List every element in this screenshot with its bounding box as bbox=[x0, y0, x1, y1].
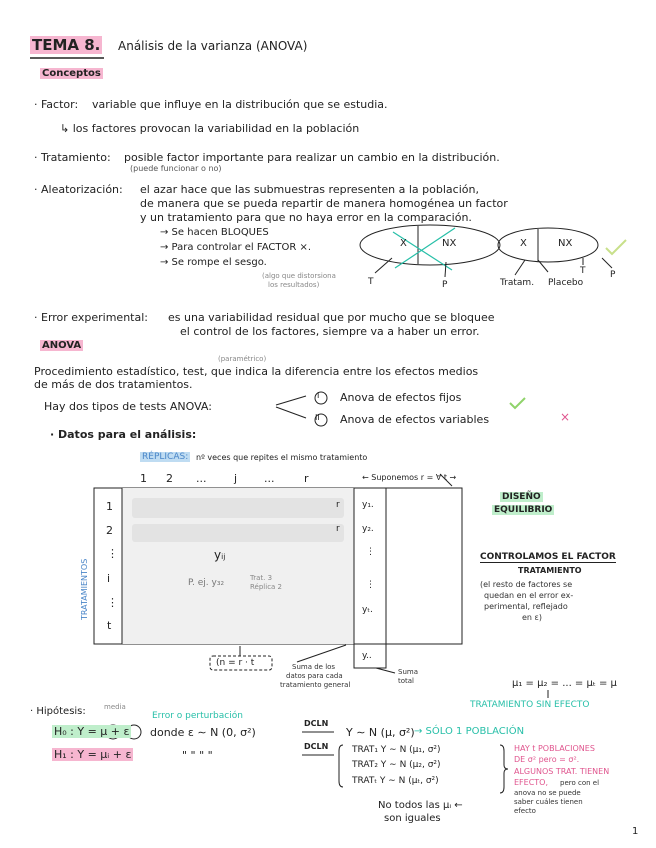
trat-2: TRAT₂ Y ∼ N (μ₂, σ²) bbox=[352, 760, 441, 770]
datos-heading: · Datos para el análisis: bbox=[50, 428, 197, 441]
anova-tipos: Hay dos tipos de tests ANOVA: bbox=[44, 400, 212, 413]
hipotesis-label: · Hipótesis: bbox=[30, 706, 86, 717]
suma-1: Suma de los bbox=[292, 663, 336, 671]
y-normal: Y ∼ N (μ, σ²) bbox=[346, 726, 415, 739]
controlamos-1: CONTROLAMOS EL FACTOR bbox=[480, 552, 616, 562]
tratamientos-side-label: TRATAMIENTOS bbox=[80, 558, 89, 620]
h1-comillas: " " " " bbox=[182, 749, 213, 762]
row1-r: r bbox=[336, 500, 340, 510]
suma-3: tratamiento general bbox=[280, 681, 351, 689]
col-2: 2 bbox=[166, 472, 173, 485]
error-line-1: es una variabilidad residual que por mucho que se bloquee bbox=[168, 311, 495, 324]
diagram-placebo: Placebo bbox=[548, 278, 584, 288]
hay-6: saber cuáles tienen bbox=[514, 798, 583, 806]
y-total: y.. bbox=[362, 651, 372, 661]
controlamos-2: TRATAMIENTO bbox=[518, 566, 582, 575]
suma-2: datos para cada bbox=[286, 672, 343, 680]
replicas-label: RÉPLICAS: bbox=[142, 452, 189, 462]
aleatorizacion-term: · Aleatorización: bbox=[34, 183, 123, 196]
control-note-1: (el resto de factores se bbox=[480, 580, 573, 589]
tratamiento-definition: posible factor importante para realizar un cambio en la distribución. bbox=[124, 151, 500, 164]
conceptos-heading: Conceptos bbox=[42, 68, 101, 79]
dcln-1: DCLN bbox=[304, 719, 329, 728]
control-note-3: perimental, reflejado bbox=[484, 602, 568, 611]
diseno-2: EQUILIBRIO bbox=[494, 505, 553, 515]
factor-term: · Factor: bbox=[34, 98, 79, 111]
y2-sum: y₂. bbox=[362, 524, 374, 534]
bullet-sesgo: → Se rompe el sesgo. bbox=[160, 257, 267, 268]
page-number: 1 bbox=[632, 826, 639, 837]
tratamiento-sub: (puede funcionar o no) bbox=[130, 164, 222, 173]
diagram-p2: P bbox=[610, 270, 616, 280]
trat-1: TRAT₁ Y ∼ N (μ₁, σ²) bbox=[352, 745, 441, 755]
no-todos-2: son iguales bbox=[384, 813, 441, 824]
tratamiento-term: · Tratamiento: bbox=[34, 151, 111, 164]
diagram-nx-1: NX bbox=[442, 238, 457, 249]
col-1: 1 bbox=[140, 472, 147, 485]
anova-proc-1: Procedimiento estadístico, test, que indica la diferencia entre los efectos medios bbox=[34, 365, 479, 378]
error-line-2: el control de los factores, siempre va a haber un error. bbox=[180, 325, 480, 338]
suma-total-1: Suma bbox=[398, 668, 418, 676]
factor-definition: variable que influye en la distribución que se estudia. bbox=[92, 98, 388, 111]
control-note-4: en ε) bbox=[522, 613, 542, 622]
anova-heading: ANOVA bbox=[42, 340, 82, 351]
row-t: t bbox=[107, 619, 112, 632]
suma-total-2: total bbox=[398, 677, 415, 685]
col-j: j bbox=[234, 472, 238, 485]
n-rt: (n = r · t bbox=[216, 658, 255, 668]
aleatorizacion-line-3: y un tratamiento para que no haya error en la comparación. bbox=[140, 211, 472, 224]
row-i: i bbox=[107, 572, 111, 585]
diseno-1: DISEÑO bbox=[502, 492, 541, 502]
hay-4: EFECTO, bbox=[514, 778, 549, 787]
diagram-t: T bbox=[368, 277, 374, 287]
y1-sum: y₁. bbox=[362, 500, 374, 510]
bullet-factor: → Para controlar el FACTOR ×. bbox=[160, 242, 312, 253]
hay-5: anova no se puede bbox=[514, 789, 581, 797]
factor-note: ↳ los factores provocan la variabilidad en la población bbox=[60, 122, 360, 135]
yij-label: yᵢⱼ bbox=[214, 548, 226, 562]
aleatorizacion-line-1: el azar hace que las submuestras representen a la población, bbox=[140, 183, 479, 196]
hay-7: efecto bbox=[514, 807, 536, 815]
error-term: · Error experimental: bbox=[34, 311, 148, 324]
tipo1-label: Anova de efectos fijos bbox=[340, 391, 462, 404]
parametrico-note: (paramétrico) bbox=[218, 355, 267, 363]
tipo2-label: Anova de efectos variables bbox=[340, 413, 490, 426]
sesgo-note-1: (algo que distorsiona bbox=[262, 272, 336, 280]
bullet-bloques: → Se hacen BLOQUES bbox=[160, 227, 269, 238]
cross-icon: × bbox=[560, 410, 571, 424]
row-2: 2 bbox=[106, 524, 113, 537]
tema-label: TEMA 8. bbox=[32, 36, 101, 54]
hay-1: HAY t POBLACIONES bbox=[514, 744, 595, 753]
h1-equation: H₁ : Y = μᵢ + ε bbox=[54, 748, 132, 761]
tipo1-num: I bbox=[317, 391, 320, 400]
media-label: media bbox=[104, 703, 126, 711]
suponemos-note: ← Suponemos r = ∀ t → bbox=[362, 473, 457, 482]
dcln-2: DCLN bbox=[304, 742, 329, 751]
aleatorizacion-line-2: de manera que se pueda repartir de manera homogénea un factor bbox=[140, 197, 508, 210]
replicas-definition: nº veces que repites el mismo tratamiento bbox=[196, 453, 368, 462]
row-dots-2: ⋮ bbox=[107, 596, 118, 609]
mu-equality: μ₁ = μ₂ = ... = μₜ = μ bbox=[512, 678, 617, 689]
hay-4b: pero con el bbox=[560, 779, 600, 787]
col-dots-2: ... bbox=[264, 472, 275, 485]
pej-note-2: Réplica 2 bbox=[250, 583, 283, 591]
row2-r: r bbox=[336, 524, 340, 534]
row-1: 1 bbox=[106, 500, 113, 513]
h0-equation: H₀ : Y = μ + ε bbox=[54, 725, 130, 738]
control-note-2: quedan en el error ex- bbox=[484, 591, 574, 600]
diagram-tratam: Tratam. bbox=[500, 278, 535, 288]
no-todos-1: No todos las μᵢ ← bbox=[378, 800, 463, 811]
error-perturbacion: Error o perturbación bbox=[152, 711, 243, 721]
sesgo-note-2: los resultados) bbox=[268, 281, 320, 289]
sin-efecto: TRATAMIENTO SIN EFECTO bbox=[470, 700, 590, 710]
diagram-x-1: X bbox=[400, 238, 407, 249]
tipo2-num: II bbox=[315, 413, 320, 422]
diagram-nx-2: NX bbox=[558, 238, 573, 249]
solo-una: → SÓLO 1 POBLACIÓN bbox=[414, 726, 525, 737]
col-dots-1: ... bbox=[196, 472, 207, 485]
pej-label: P. ej. y₃₂ bbox=[188, 578, 225, 588]
pej-note-1: Trat. 3 bbox=[250, 574, 273, 582]
col-r: r bbox=[304, 472, 309, 485]
diagram-t2: T bbox=[580, 266, 586, 276]
row-dots-1: ⋮ bbox=[107, 547, 118, 560]
y-dots-1: ⋮ bbox=[366, 547, 375, 557]
yt-sum: yₜ. bbox=[362, 605, 373, 615]
page-title: Análisis de la varianza (ANOVA) bbox=[118, 39, 308, 53]
h0-donde: donde ε ∼ N (0, σ²) bbox=[150, 726, 256, 739]
hay-3: ALGUNOS TRAT. TIENEN bbox=[514, 767, 610, 776]
anova-proc-2: de más de dos tratamientos. bbox=[34, 378, 193, 391]
diagram-x-2: X bbox=[520, 238, 527, 249]
diagram-p: P bbox=[442, 280, 448, 290]
y-dots-2: ⋮ bbox=[366, 580, 375, 590]
trat-t: TRATₜ Y ∼ N (μₜ, σ²) bbox=[352, 776, 439, 786]
hay-2: DE σ² pero = σ². bbox=[514, 755, 580, 764]
